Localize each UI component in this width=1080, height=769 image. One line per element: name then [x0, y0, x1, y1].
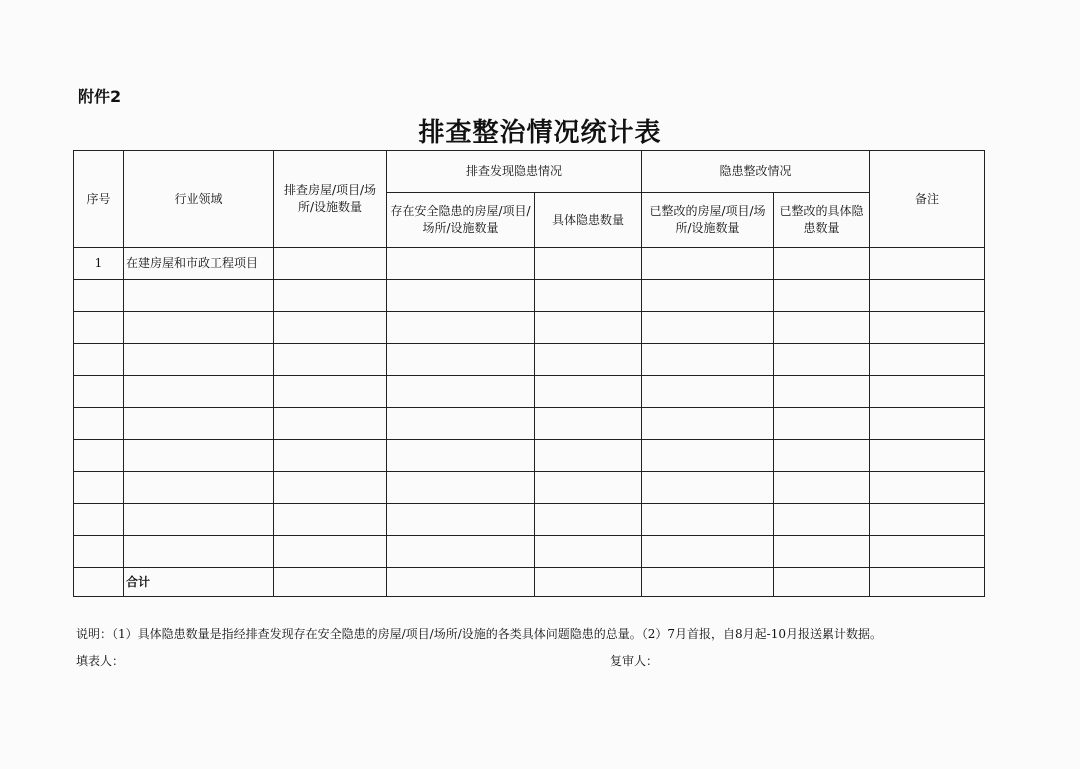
row-cell — [642, 344, 774, 376]
row-cell — [274, 344, 387, 376]
row-cell — [870, 344, 985, 376]
row-cell — [274, 504, 387, 536]
table-row — [74, 312, 985, 344]
total-label: 合计 — [124, 568, 274, 597]
row-seq: 1 — [74, 248, 124, 280]
row-cell — [274, 248, 387, 280]
row-cell — [535, 440, 642, 472]
header-with-hazard: 存在安全隐患的房屋/项目/场所/设施数量 — [387, 193, 535, 248]
header-remarks: 备注 — [870, 151, 985, 248]
row-cell — [535, 408, 642, 440]
row-cell — [642, 376, 774, 408]
header-rectify-group: 隐患整改情况 — [642, 151, 870, 193]
reviewer-label: 复审人： — [610, 654, 659, 668]
header-hazard-count: 具体隐患数量 — [535, 193, 642, 248]
row-industry — [124, 312, 274, 344]
attachment-label: 附件2 — [78, 87, 122, 106]
total-cell — [774, 568, 870, 597]
table-body — [74, 248, 985, 568]
table-row — [74, 408, 985, 440]
row-cell — [535, 376, 642, 408]
table-row — [74, 280, 985, 312]
total-seq-cell — [74, 568, 124, 597]
row-cell — [274, 472, 387, 504]
row-industry — [124, 344, 274, 376]
row-cell — [642, 280, 774, 312]
row-cell — [870, 504, 985, 536]
total-cell — [274, 568, 387, 597]
row-cell — [274, 440, 387, 472]
row-cell — [870, 408, 985, 440]
row-cell — [774, 504, 870, 536]
row-cell — [535, 280, 642, 312]
row-cell — [274, 376, 387, 408]
total-cell — [870, 568, 985, 597]
header-rectified-places: 已整改的房屋/项目/场所/设施数量 — [642, 193, 774, 248]
note-text: 说明：（1）具体隐患数量是指经排查发现存在安全隐患的房屋/项目/场所/设施的各类具体问题隐患的总量。（2）7月首报，自8月起-10月报送累计数据。 — [76, 627, 882, 641]
row-industry: 在建房屋和市政工程项目 — [124, 248, 274, 280]
total-cell — [387, 568, 535, 597]
row-cell — [642, 312, 774, 344]
row-industry — [124, 408, 274, 440]
row-seq — [74, 376, 124, 408]
table-row — [74, 248, 985, 280]
row-seq — [74, 280, 124, 312]
row-cell — [535, 472, 642, 504]
row-cell — [774, 376, 870, 408]
row-seq — [74, 504, 124, 536]
row-cell — [774, 344, 870, 376]
header-rectified-hazards: 已整改的具体隐患数量 — [774, 193, 870, 248]
row-cell — [387, 344, 535, 376]
row-industry — [124, 440, 274, 472]
statistics-table — [73, 150, 985, 597]
row-cell — [274, 280, 387, 312]
row-cell — [535, 504, 642, 536]
row-cell — [387, 440, 535, 472]
row-cell — [274, 536, 387, 568]
total-cell — [535, 568, 642, 597]
header-found-group: 排查发现隐患情况 — [387, 151, 642, 193]
table-row — [74, 376, 985, 408]
row-cell — [274, 312, 387, 344]
row-industry — [124, 280, 274, 312]
row-cell — [535, 344, 642, 376]
row-cell — [535, 536, 642, 568]
row-cell — [387, 280, 535, 312]
page-title: 排查整治情况统计表 — [418, 118, 662, 148]
row-cell — [387, 248, 535, 280]
total-cell — [642, 568, 774, 597]
row-cell — [774, 408, 870, 440]
row-industry — [124, 536, 274, 568]
row-industry — [124, 376, 274, 408]
row-cell — [774, 312, 870, 344]
row-cell — [387, 312, 535, 344]
row-cell — [870, 536, 985, 568]
row-industry — [124, 504, 274, 536]
table-row — [74, 472, 985, 504]
header-industry: 行业领域 — [124, 151, 274, 248]
row-seq — [74, 472, 124, 504]
row-cell — [870, 472, 985, 504]
row-cell — [774, 536, 870, 568]
row-seq — [74, 440, 124, 472]
row-cell — [642, 504, 774, 536]
row-cell — [870, 248, 985, 280]
row-seq — [74, 344, 124, 376]
row-cell — [774, 280, 870, 312]
total-row — [74, 568, 985, 597]
row-cell — [387, 376, 535, 408]
row-cell — [387, 472, 535, 504]
row-cell — [387, 536, 535, 568]
row-cell — [774, 472, 870, 504]
row-seq — [74, 536, 124, 568]
row-cell — [870, 376, 985, 408]
row-cell — [642, 536, 774, 568]
header-inspected-count: 排查房屋/项目/场所/设施数量 — [274, 151, 387, 248]
row-cell — [387, 504, 535, 536]
row-cell — [642, 440, 774, 472]
table-row — [74, 536, 985, 568]
row-cell — [774, 248, 870, 280]
row-seq — [74, 408, 124, 440]
row-cell — [535, 312, 642, 344]
row-cell — [774, 440, 870, 472]
row-cell — [274, 408, 387, 440]
row-cell — [535, 248, 642, 280]
row-cell — [642, 248, 774, 280]
row-seq — [74, 312, 124, 344]
table-row — [74, 504, 985, 536]
row-industry — [124, 472, 274, 504]
row-cell — [870, 440, 985, 472]
table-row — [74, 344, 985, 376]
row-cell — [870, 280, 985, 312]
header-seq: 序号 — [74, 151, 124, 248]
filler-label: 填表人： — [76, 654, 125, 668]
row-cell — [642, 472, 774, 504]
row-cell — [387, 408, 535, 440]
row-cell — [870, 312, 985, 344]
row-cell — [642, 408, 774, 440]
table-row — [74, 440, 985, 472]
